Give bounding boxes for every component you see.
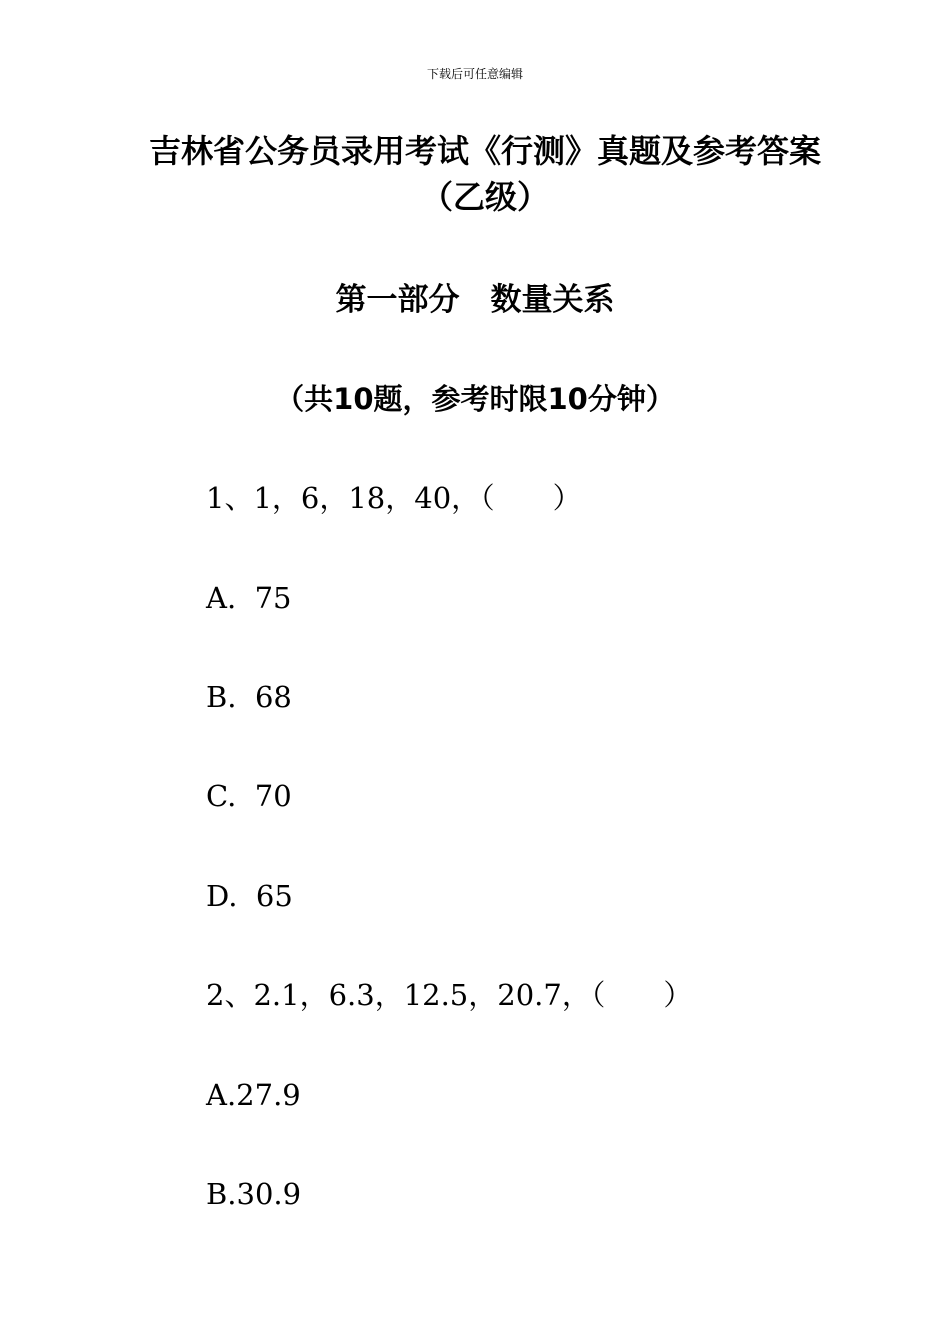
- section-note: （共10题，参考时限10分钟）: [275, 382, 675, 416]
- document-title: 吉林省公务员录用考试《行测》真题及参考答案（乙级）: [148, 132, 821, 216]
- header-note: 下载后可任意编辑: [426, 67, 523, 81]
- question-2-option-b: B.30.9: [206, 1177, 302, 1211]
- question-1-option-d: D. 65: [206, 879, 293, 913]
- question-1-option-b: B. 68: [206, 680, 292, 714]
- question-1-option-c: C. 70: [206, 779, 292, 813]
- question-2-option-a: A.27.9: [206, 1078, 301, 1112]
- question-2-stem: 2、2.1，6.3，12.5，20.7，（ ）: [206, 978, 693, 1012]
- question-1-option-a: A. 75: [206, 581, 292, 615]
- section-title: 第一部分 数量关系: [335, 282, 615, 318]
- question-1-stem: 1、1，6，18，40，（ ）: [206, 481, 582, 515]
